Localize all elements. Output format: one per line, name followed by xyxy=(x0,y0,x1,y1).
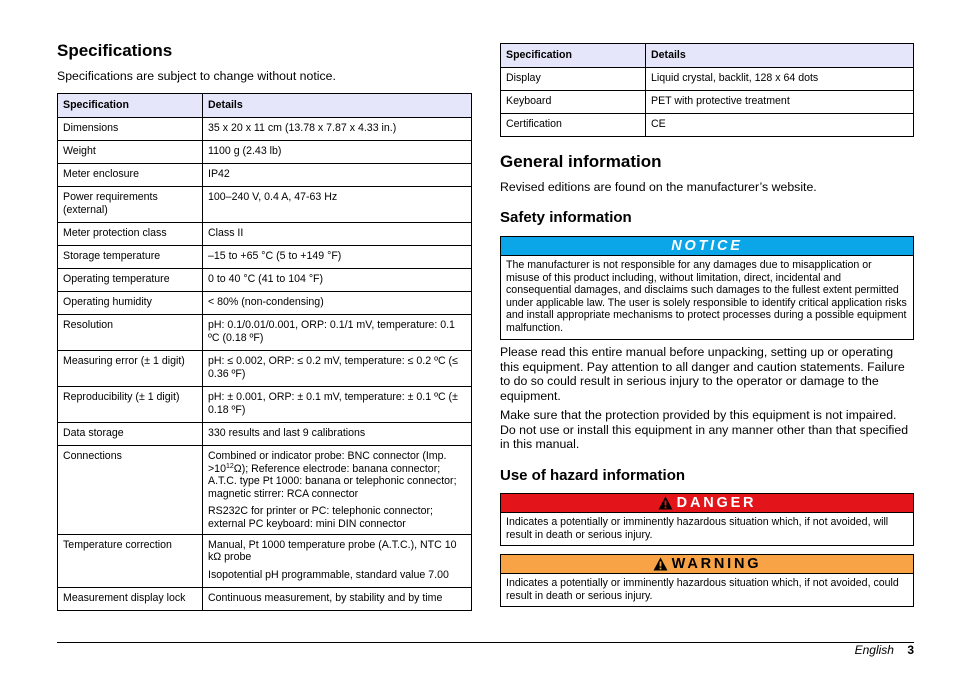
spec-details-cell xyxy=(203,187,472,223)
spec-details-text: Liquid crystal, backlit, 128 x 64 dots xyxy=(651,72,819,84)
spec-details-cell xyxy=(203,534,472,587)
spec-details-text: Class II xyxy=(208,227,244,239)
spec-name-cell: Keyboard xyxy=(501,91,646,114)
spec-name-cell: Meter enclosure xyxy=(58,164,203,187)
danger-label: DANGER xyxy=(676,495,757,511)
spec-name-cell: Meter protection class xyxy=(58,223,203,246)
table-header-row xyxy=(501,44,914,68)
table-row xyxy=(501,91,914,114)
spec-details-cell xyxy=(203,315,472,351)
warning-header xyxy=(501,555,913,574)
specifications-intro: Specifications are subject to change without notice. xyxy=(57,69,336,83)
spec-name-cell: Data storage xyxy=(58,423,203,446)
spec-details-text: Manual, Pt 1000 temperature probe (A.T.C.), NTC 10 kΩ probe xyxy=(208,538,457,564)
spec-details-text: IP42 xyxy=(208,168,230,180)
table-row xyxy=(58,246,472,269)
table-row xyxy=(58,351,472,387)
footer-divider xyxy=(57,642,914,643)
spec-details-text: pH: 0.1/0.01/0.001, ORP: 0.1/1 mV, temperature: 0.1 ºC (0.18 ºF) xyxy=(208,319,455,344)
page-footer xyxy=(855,643,914,657)
spec-details-text: 100–240 V, 0.4 A, 47-63 Hz xyxy=(208,191,338,203)
spec-details-text: 0 to 40 °C (41 to 104 °F) xyxy=(208,273,324,285)
spec-name-cell: Measurement display lock xyxy=(58,587,203,610)
spec-details-cell xyxy=(203,269,472,292)
table-row xyxy=(58,118,472,141)
table-row xyxy=(58,164,472,187)
safety-information-title: Safety information xyxy=(500,209,632,226)
spec-name-cell: Display xyxy=(501,68,646,91)
danger-header xyxy=(501,494,913,513)
spec-details-text: CE xyxy=(651,118,666,130)
hazard-information-title: Use of hazard information xyxy=(500,467,686,484)
spec-details-text: 35 x 20 x 11 cm (13.78 x 7.87 x 4.33 in.) xyxy=(208,122,397,134)
table-row xyxy=(58,534,472,587)
connections-exponent: 12 xyxy=(225,462,234,470)
warning-triangle-icon xyxy=(658,496,673,510)
general-information-title: General information xyxy=(500,152,662,171)
warning-text: Indicates a potentially or imminently hazardous situation which, if not avoided, could result in death or serious injury. xyxy=(506,577,899,602)
connections-pre: Combined or indicator probe: BNC connector (Imp. >10 xyxy=(208,450,447,475)
spec-details-cell xyxy=(203,423,472,446)
connections-pc-text: RS232C for printer or PC: telephonic connector; external PC keyboard: mini DIN connector xyxy=(208,505,433,530)
spec-name-cell: Connections xyxy=(58,446,203,535)
danger-box xyxy=(500,493,914,546)
spec-details-cell xyxy=(203,223,472,246)
spec-details-cell xyxy=(646,68,914,91)
general-information-text: Revised editions are found on the manufacturer’s website. xyxy=(500,180,817,194)
footer-language: English xyxy=(854,643,894,657)
spec-details-cell xyxy=(646,114,914,137)
header-specification: Specification xyxy=(501,44,646,68)
spec-name-cell: Dimensions xyxy=(58,118,203,141)
warning-box xyxy=(500,554,914,607)
spec-details-cell xyxy=(203,118,472,141)
notice-box xyxy=(500,236,914,340)
table-row xyxy=(58,141,472,164)
spec-details-text: < 80% (non-condensing) xyxy=(208,296,324,308)
notice-label: NOTICE xyxy=(501,237,913,256)
spec-details-text: Isopotential pH programmable, standard value 7.00 xyxy=(208,568,449,581)
header-details: Details xyxy=(203,94,472,118)
table-row xyxy=(58,423,472,446)
spec-name-cell: Resolution xyxy=(58,315,203,351)
spec-details-cell xyxy=(203,246,472,269)
table-row xyxy=(58,446,472,535)
table-row xyxy=(58,387,472,423)
page-number: 3 xyxy=(907,643,914,657)
spec-details-cell xyxy=(203,387,472,423)
notice-text: The manufacturer is not responsible for any damages due to misapplication or misuse of this product including, without limitation, direct, incidental and consequential damages, and disclaims such damages to the fullest extent permitted under applicable law. The user is solely responsible to identify critical application risks and install appropriate mechanisms to protect processes during a possible equipment malfunction. xyxy=(506,259,907,334)
spec-details-cell xyxy=(203,164,472,187)
table-header-row xyxy=(58,94,472,118)
connections-post: Ω); Reference electrode: banana connector; A.T.C. type Pt 1000: banana or telephonic connector; magnetic stirrer: RCA connector xyxy=(208,462,457,500)
table-row xyxy=(58,187,472,223)
spec-name-cell: Weight xyxy=(58,141,203,164)
spec-name-cell: Storage temperature xyxy=(58,246,203,269)
header-specification: Specification xyxy=(58,94,203,118)
spec-table-left xyxy=(57,93,472,611)
spec-name-cell: Operating humidity xyxy=(58,292,203,315)
connections-probe-text xyxy=(208,450,466,500)
spec-name-cell: Certification xyxy=(501,114,646,137)
table-row xyxy=(58,587,472,610)
warning-triangle-icon xyxy=(653,557,668,571)
spec-details-text: PET with protective treatment xyxy=(651,95,790,107)
spec-name-cell: Temperature correction xyxy=(58,534,203,587)
spec-details-text: 1100 g (2.43 lb) xyxy=(208,145,282,157)
spec-name-cell: Reproducibility (± 1 digit) xyxy=(58,387,203,423)
spec-name-cell: Power requirements (external) xyxy=(58,187,203,223)
spec-name-cell: Operating temperature xyxy=(58,269,203,292)
spec-table-right-wrap xyxy=(500,43,914,137)
spec-details-cell xyxy=(203,587,472,610)
table-row xyxy=(58,269,472,292)
spec-details-cell xyxy=(203,351,472,387)
table-row xyxy=(501,114,914,137)
table-row xyxy=(58,292,472,315)
spec-details-text: 330 results and last 9 calibrations xyxy=(208,427,366,439)
spec-table-right xyxy=(500,43,914,137)
spec-details-cell xyxy=(203,292,472,315)
spec-details-text: Continuous measurement, by stability and by time xyxy=(208,591,443,604)
spec-details-cell xyxy=(203,446,472,535)
spec-table-left-wrap xyxy=(57,93,472,611)
spec-details-cell xyxy=(646,91,914,114)
danger-text: Indicates a potentially or imminently hazardous situation which, if not avoided, will result in death or serious injury. xyxy=(506,516,889,541)
table-row xyxy=(58,223,472,246)
table-row xyxy=(58,315,472,351)
spec-details-text: –15 to +65 °C (5 to +149 °F) xyxy=(208,250,342,262)
safety-paragraph-1: Please read this entire manual before unpacking, setting up or operating this equipment. Pay attention to all danger and caution statements. Failure to do so could result in serious injury to the operator or damage to the equipment. xyxy=(500,345,905,403)
table-row xyxy=(501,68,914,91)
spec-details-text: pH: ± 0.001, ORP: ± 0.1 mV, temperature: ± 0.1 ºC (± 0.18 ºF) xyxy=(208,391,458,416)
spec-details-cell xyxy=(203,141,472,164)
safety-paragraph-2: Make sure that the protection provided by this equipment is not impaired. Do not use or install this equipment in any manner other than that specified in this manual. xyxy=(500,408,909,452)
spec-details-text: pH: ≤ 0.002, ORP: ≤ 0.2 mV, temperature: ≤ 0.2 ºC (≤ 0.36 ºF) xyxy=(208,355,458,380)
specifications-title: Specifications xyxy=(57,41,173,60)
spec-name-cell: Measuring error (± 1 digit) xyxy=(58,351,203,387)
header-details: Details xyxy=(646,44,914,68)
warning-label: WARNING xyxy=(671,556,762,572)
